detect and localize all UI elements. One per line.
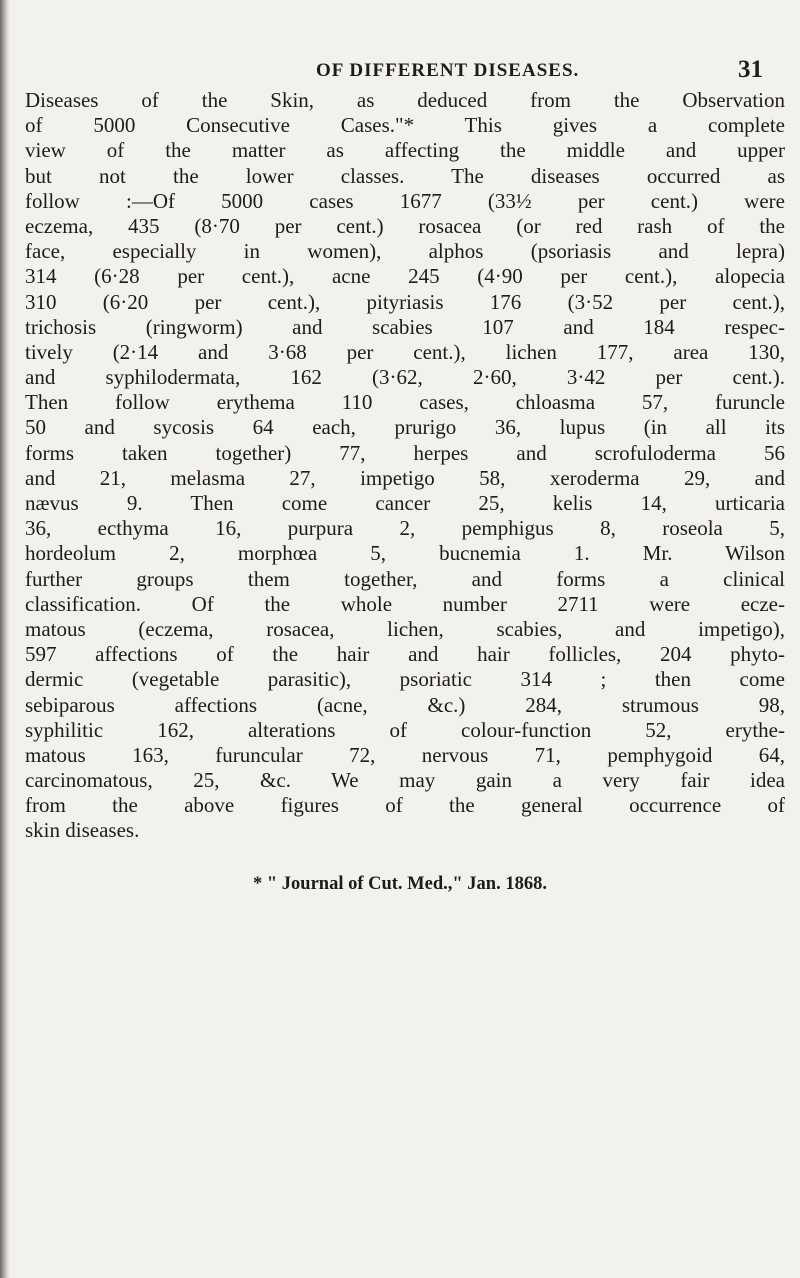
text-line: trichosis (ringworm) and scabies 107 and 184 respec- [25, 314, 785, 339]
text-line: matous (eczema, rosacea, lichen, scabies, and impetigo), [25, 616, 785, 641]
text-line: syphilitic 162, alterations of colour-function 52, erythe- [25, 717, 785, 742]
text-line: further groups them together, and forms a clinical [25, 566, 785, 591]
text-line: and 21, melasma 27, impetigo 58, xeroderma 29, and [25, 465, 785, 490]
text-line: 50 and sycosis 64 each, prurigo 36, lupus (in all its [25, 415, 785, 440]
text-line: and syphilodermata, 162 (3·62, 2·60, 3·42 per cent.). [25, 365, 785, 390]
text-line: tively (2·14 and 3·68 per cent.), lichen 177, area 130, [25, 339, 785, 364]
text-line: view of the matter as affecting the middle and upper [25, 138, 785, 163]
text-line: 597 affections of the hair and hair follicles, 204 phyto- [25, 642, 785, 667]
text-line: follow :—Of 5000 cases 1677 (33½ per cent.) were [25, 188, 785, 213]
text-line: but not the lower classes. The diseases occurred as [25, 163, 785, 188]
text-line-last: skin diseases. [25, 818, 140, 843]
text-line: Then follow erythema 110 cases, chloasma 57, furuncle [25, 390, 785, 415]
footnote: * " Journal of Cut. Med.," Jan. 1868. [253, 874, 547, 894]
text-line: Diseases of the Skin, as deduced from the Observation [25, 88, 785, 112]
running-title: OF DIFFERENT DISEASES. [316, 60, 580, 81]
page-number: 31 [738, 56, 763, 83]
text-line: dermic (vegetable parasitic), psoriatic 314 ; then come [25, 667, 785, 692]
text-line: eczema, 435 (8·70 per cent.) rosacea (or red rash of the [25, 213, 785, 238]
text-line: from the above figures of the general occurrence of [25, 793, 785, 818]
text-line: hordeolum 2, morphœa 5, bucnemia 1. Mr. Wilson [25, 541, 785, 566]
text-line: 314 (6·28 per cent.), acne 245 (4·90 per cent.), alopecia [25, 264, 785, 289]
body-paragraph [25, 88, 785, 844]
text-line: classification. Of the whole number 2711 were ecze- [25, 591, 785, 616]
text-line: nævus 9. Then come cancer 25, kelis 14, urticaria [25, 491, 785, 515]
text-line: forms taken together) 77, herpes and scrofuloderma 56 [25, 440, 785, 465]
text-line: 36, ecthyma 16, purpura 2, pemphigus 8, roseola 5, [25, 516, 785, 541]
text-line: 310 (6·20 per cent.), pityriasis 176 (3·52 per cent.), [25, 289, 785, 314]
text-line: matous 163, furuncular 72, nervous 71, pemphygoid 64, [25, 742, 785, 767]
text-line: sebiparous affections (acne, &c.) 284, strumous 98, [25, 692, 785, 717]
text-line: carcinomatous, 25, &c. We may gain a very fair idea [25, 768, 785, 793]
text-line: face, especially in women), alphos (psoriasis and lepra) [25, 239, 785, 264]
text-line: of 5000 Consecutive Cases."* This gives a complete [25, 113, 785, 138]
